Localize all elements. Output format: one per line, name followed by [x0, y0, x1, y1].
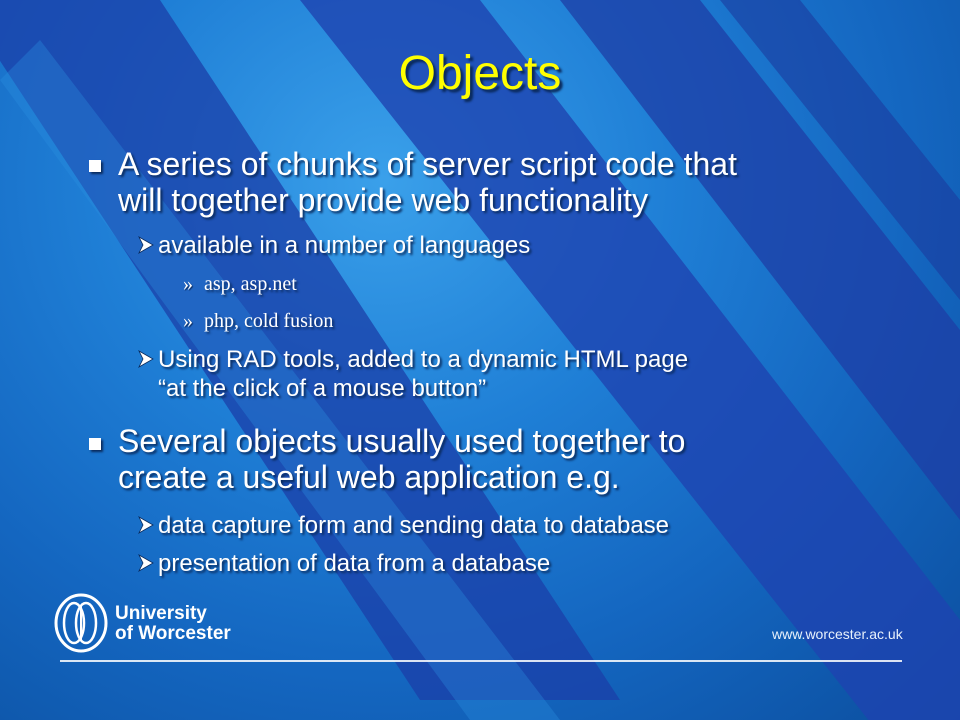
logo-line-1: University	[115, 603, 207, 624]
footer-divider	[60, 660, 902, 662]
sub-bullet-2-line-2: “at the click of a mouse button”	[158, 375, 487, 402]
sub-bullet-2-line-1: Using RAD tools, added to a dynamic HTML page	[158, 346, 689, 373]
arrow-bullet-icon	[136, 235, 156, 255]
slide-title: Objects	[398, 47, 562, 100]
footer-url: www.worcester.ac.uk	[772, 626, 903, 642]
arrow-bullet-icon	[136, 349, 156, 369]
logo-line-2: of Worcester	[115, 623, 231, 644]
bullet-1-line-2: will together provide web functionality	[118, 182, 649, 218]
arrow-bullet-icon	[136, 553, 156, 573]
sub-bullet-3: data capture form and sending data to database	[158, 512, 670, 539]
sub-bullet-1: available in a number of languages	[158, 232, 531, 259]
sub-sub-bullet-1: asp, asp.net	[204, 273, 297, 295]
bullet-2-line-2: create a useful web application e.g.	[118, 459, 620, 495]
university-logo-icon	[52, 592, 110, 654]
bullet-2-line-1: Several objects usually used together to	[118, 423, 686, 459]
sub-bullet-4: presentation of data from a database	[158, 550, 551, 577]
arrow-bullet-icon	[136, 515, 156, 535]
raquo-bullet-icon: »	[183, 273, 193, 295]
square-bullet-icon	[89, 160, 101, 172]
sub-sub-bullet-2: php, cold fusion	[204, 310, 334, 332]
raquo-bullet-icon: »	[183, 310, 193, 332]
square-bullet-icon	[89, 438, 101, 450]
bullet-1-line-1: A series of chunks of server script code that	[118, 146, 737, 182]
